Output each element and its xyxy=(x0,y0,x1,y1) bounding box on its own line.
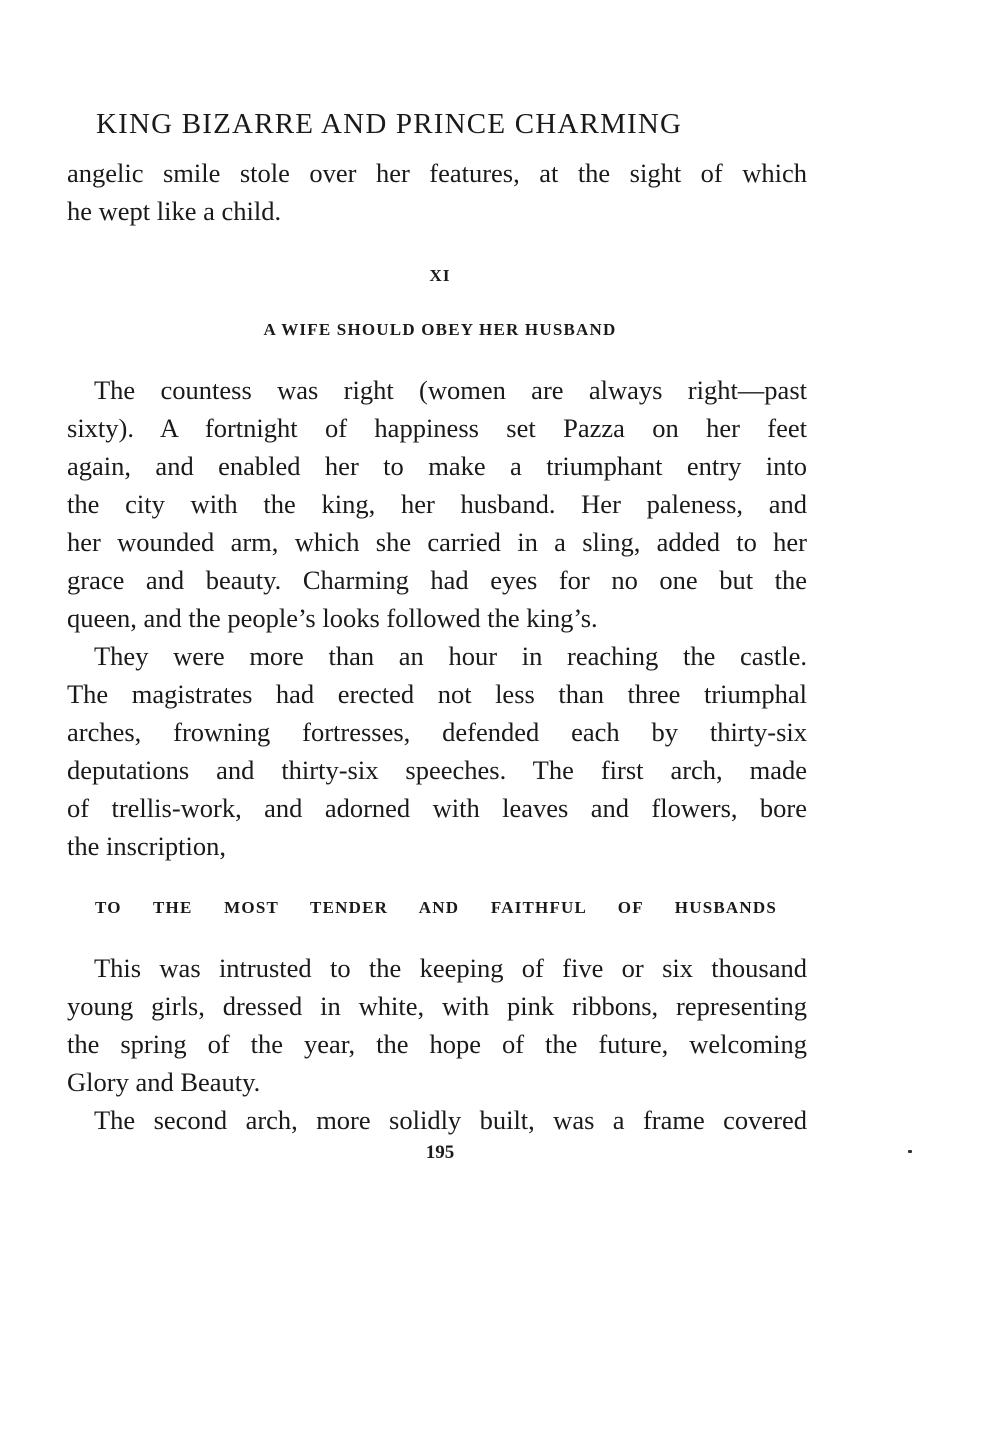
text-line: queen, and the people’s looks followed the king’s. xyxy=(67,603,598,633)
paragraph-2 xyxy=(67,637,807,865)
chapter-number: XI xyxy=(429,266,451,285)
running-head: KING BIZARRE AND PRINCE CHARMING xyxy=(96,108,683,140)
text-line: the spring of the year, the hope of the future, welcoming xyxy=(67,1029,807,1059)
text-line: young girls, dressed in white, with pink ribbons, representing xyxy=(67,991,807,1021)
text-line: of trellis-work, and adorned with leaves and flowers, bore xyxy=(67,793,807,823)
text-line: her wounded arm, which she carried in a sling, added to her xyxy=(67,527,807,557)
text-line: deputations and thirty-six speeches. The first arch, made xyxy=(67,755,807,785)
text-line: Glory and Beauty. xyxy=(67,1067,261,1097)
text-line: This was intrusted to the keeping of five or six thousand xyxy=(94,953,807,983)
text-line: the city with the king, her husband. Her paleness, and xyxy=(67,489,807,519)
text-line: The second arch, more solidly built, was a frame covered xyxy=(94,1105,807,1135)
opening-paragraph xyxy=(67,154,807,230)
text-line: The magistrates had erected not less than three triumphal xyxy=(67,679,807,709)
text-line: sixty). A fortnight of happiness set Pazza on her feet xyxy=(67,413,807,443)
paragraph-4 xyxy=(67,1101,807,1139)
chapter-title: A WIFE SHOULD OBEY HER HUSBAND xyxy=(263,320,617,339)
text-line: the inscription, xyxy=(67,831,226,861)
paragraph-1 xyxy=(67,371,807,637)
text-line: The countess was right (women are always right—past xyxy=(94,375,807,405)
text-line: again, and enabled her to make a triumphant entry into xyxy=(67,451,807,481)
text-line: arches, frowning fortresses, defended each by thirty-six xyxy=(67,717,807,747)
scan-speck xyxy=(908,1150,912,1153)
text-line: he wept like a child. xyxy=(67,196,282,226)
page-number: 195 xyxy=(425,1142,455,1163)
text-line: angelic smile stole over her features, at the sight of which xyxy=(67,158,807,188)
paragraph-3 xyxy=(67,949,807,1101)
inscription: TO THE MOST TENDER AND FAITHFUL OF HUSBANDS xyxy=(95,898,777,917)
text-line: grace and beauty. Charming had eyes for no one but the xyxy=(67,565,807,595)
text-line: They were more than an hour in reaching the castle. xyxy=(94,641,807,671)
